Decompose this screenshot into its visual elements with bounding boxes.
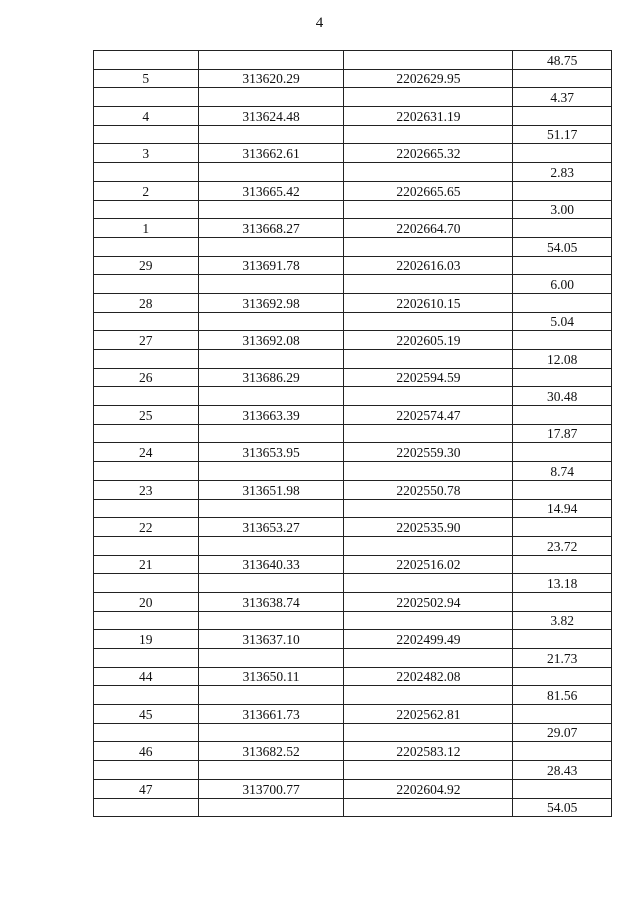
x-coordinate-cell: 313653.95 (198, 443, 344, 462)
point-number-cell: 45 (94, 705, 199, 724)
distance-row (94, 200, 612, 219)
point-number-cell: 5 (94, 69, 199, 88)
point-number-cell: 20 (94, 592, 199, 611)
empty-cell (94, 237, 199, 256)
empty-cell (513, 705, 612, 724)
distance-row (94, 499, 612, 518)
empty-cell (513, 331, 612, 350)
empty-cell (513, 256, 612, 275)
y-coordinate-cell: 2202583.12 (344, 742, 513, 761)
y-coordinate-cell: 2202616.03 (344, 256, 513, 275)
empty-cell (513, 219, 612, 238)
empty-cell (94, 462, 199, 481)
distance-row (94, 574, 612, 593)
distance-row (94, 424, 612, 443)
x-coordinate-cell: 313640.33 (198, 555, 344, 574)
x-coordinate-cell: 313691.78 (198, 256, 344, 275)
empty-cell (344, 163, 513, 182)
empty-cell (94, 574, 199, 593)
empty-cell (94, 88, 199, 107)
empty-cell (344, 387, 513, 406)
y-coordinate-cell: 2202482.08 (344, 667, 513, 686)
empty-cell (344, 574, 513, 593)
point-row (94, 630, 612, 649)
y-coordinate-cell: 2202665.65 (344, 181, 513, 200)
y-coordinate-cell: 2202574.47 (344, 406, 513, 425)
point-number-cell: 46 (94, 742, 199, 761)
distance-cell: 5.04 (513, 312, 612, 331)
distance-cell: 81.56 (513, 686, 612, 705)
empty-cell (513, 107, 612, 126)
empty-cell (198, 237, 344, 256)
distance-cell: 3.00 (513, 200, 612, 219)
point-number-cell: 23 (94, 480, 199, 499)
y-coordinate-cell: 2202629.95 (344, 69, 513, 88)
point-row (94, 443, 612, 462)
x-coordinate-cell: 313638.74 (198, 592, 344, 611)
empty-cell (198, 312, 344, 331)
distance-row (94, 88, 612, 107)
empty-cell (94, 312, 199, 331)
empty-cell (344, 536, 513, 555)
x-coordinate-cell: 313686.29 (198, 368, 344, 387)
x-coordinate-cell: 313662.61 (198, 144, 344, 163)
point-row (94, 406, 612, 425)
empty-cell (94, 611, 199, 630)
point-row (94, 480, 612, 499)
point-row (94, 592, 612, 611)
empty-cell (94, 350, 199, 369)
empty-cell (198, 51, 344, 70)
y-coordinate-cell: 2202502.94 (344, 592, 513, 611)
point-number-cell: 28 (94, 293, 199, 312)
y-coordinate-cell: 2202610.15 (344, 293, 513, 312)
y-coordinate-cell: 2202594.59 (344, 368, 513, 387)
empty-cell (344, 761, 513, 780)
point-row (94, 293, 612, 312)
empty-cell (94, 387, 199, 406)
point-number-cell: 19 (94, 630, 199, 649)
distance-cell: 48.75 (513, 51, 612, 70)
empty-cell (344, 88, 513, 107)
x-coordinate-cell: 313692.08 (198, 331, 344, 350)
empty-cell (513, 555, 612, 574)
empty-cell (94, 125, 199, 144)
empty-cell (198, 275, 344, 294)
distance-row (94, 125, 612, 144)
empty-cell (344, 275, 513, 294)
y-coordinate-cell: 2202631.19 (344, 107, 513, 126)
distance-cell: 29.07 (513, 723, 612, 742)
distance-row (94, 275, 612, 294)
point-row (94, 331, 612, 350)
distance-row (94, 798, 612, 817)
distance-row (94, 237, 612, 256)
distance-row (94, 312, 612, 331)
y-coordinate-cell: 2202604.92 (344, 779, 513, 798)
y-coordinate-cell: 2202499.49 (344, 630, 513, 649)
distance-cell: 30.48 (513, 387, 612, 406)
empty-cell (94, 798, 199, 817)
point-row (94, 219, 612, 238)
empty-cell (94, 163, 199, 182)
empty-cell (513, 779, 612, 798)
point-number-cell: 1 (94, 219, 199, 238)
empty-cell (94, 200, 199, 219)
distance-cell: 21.73 (513, 649, 612, 668)
empty-cell (94, 761, 199, 780)
y-coordinate-cell: 2202550.78 (344, 480, 513, 499)
distance-row (94, 387, 612, 406)
point-row (94, 742, 612, 761)
point-number-cell: 29 (94, 256, 199, 275)
x-coordinate-cell: 313650.11 (198, 667, 344, 686)
empty-cell (344, 237, 513, 256)
empty-cell (198, 536, 344, 555)
empty-cell (344, 723, 513, 742)
x-coordinate-cell: 313700.77 (198, 779, 344, 798)
empty-cell (198, 125, 344, 144)
empty-cell (94, 499, 199, 518)
x-coordinate-cell: 313663.39 (198, 406, 344, 425)
point-number-cell: 3 (94, 144, 199, 163)
point-row (94, 181, 612, 200)
distance-cell: 54.05 (513, 798, 612, 817)
distance-cell: 13.18 (513, 574, 612, 593)
empty-cell (198, 686, 344, 705)
distance-row (94, 611, 612, 630)
empty-cell (513, 742, 612, 761)
empty-cell (344, 312, 513, 331)
empty-cell (513, 630, 612, 649)
empty-cell (513, 368, 612, 387)
distance-cell: 3.82 (513, 611, 612, 630)
empty-cell (198, 387, 344, 406)
point-number-cell: 27 (94, 331, 199, 350)
coordinates-table (93, 50, 612, 817)
distance-row (94, 350, 612, 369)
distance-cell: 17.87 (513, 424, 612, 443)
point-row (94, 705, 612, 724)
y-coordinate-cell: 2202605.19 (344, 331, 513, 350)
distance-cell: 12.08 (513, 350, 612, 369)
x-coordinate-cell: 313682.52 (198, 742, 344, 761)
distance-cell: 54.05 (513, 237, 612, 256)
x-coordinate-cell: 313653.27 (198, 518, 344, 537)
distance-cell: 8.74 (513, 462, 612, 481)
y-coordinate-cell: 2202516.02 (344, 555, 513, 574)
empty-cell (513, 443, 612, 462)
point-row (94, 69, 612, 88)
x-coordinate-cell: 313665.42 (198, 181, 344, 200)
empty-cell (198, 424, 344, 443)
empty-cell (344, 125, 513, 144)
empty-cell (198, 350, 344, 369)
empty-cell (198, 574, 344, 593)
empty-cell (198, 163, 344, 182)
empty-cell (344, 686, 513, 705)
x-coordinate-cell: 313651.98 (198, 480, 344, 499)
empty-cell (94, 686, 199, 705)
x-coordinate-cell: 313692.98 (198, 293, 344, 312)
empty-cell (344, 424, 513, 443)
empty-cell (198, 798, 344, 817)
point-row (94, 667, 612, 686)
x-coordinate-cell: 313620.29 (198, 69, 344, 88)
empty-cell (513, 293, 612, 312)
point-number-cell: 22 (94, 518, 199, 537)
point-number-cell: 24 (94, 443, 199, 462)
empty-cell (513, 69, 612, 88)
empty-cell (198, 649, 344, 668)
point-number-cell: 47 (94, 779, 199, 798)
point-row (94, 368, 612, 387)
distance-row (94, 536, 612, 555)
x-coordinate-cell: 313668.27 (198, 219, 344, 238)
empty-cell (198, 499, 344, 518)
empty-cell (198, 200, 344, 219)
empty-cell (94, 424, 199, 443)
distance-row (94, 649, 612, 668)
empty-cell (344, 51, 513, 70)
empty-cell (198, 88, 344, 107)
page-number: 4 (315, 15, 324, 31)
empty-cell (344, 200, 513, 219)
point-number-cell: 26 (94, 368, 199, 387)
empty-cell (94, 51, 199, 70)
empty-cell (344, 499, 513, 518)
point-number-cell: 44 (94, 667, 199, 686)
point-number-cell: 25 (94, 406, 199, 425)
distance-row (94, 686, 612, 705)
distance-cell: 14.94 (513, 499, 612, 518)
y-coordinate-cell: 2202664.70 (344, 219, 513, 238)
point-row (94, 518, 612, 537)
empty-cell (94, 536, 199, 555)
x-coordinate-cell: 313624.48 (198, 107, 344, 126)
empty-cell (344, 649, 513, 668)
empty-cell (513, 667, 612, 686)
distance-cell: 4.37 (513, 88, 612, 107)
empty-cell (513, 406, 612, 425)
point-row (94, 107, 612, 126)
empty-cell (344, 350, 513, 369)
distance-cell: 23.72 (513, 536, 612, 555)
point-number-cell: 2 (94, 181, 199, 200)
x-coordinate-cell: 313637.10 (198, 630, 344, 649)
empty-cell (94, 649, 199, 668)
y-coordinate-cell: 2202562.81 (344, 705, 513, 724)
empty-cell (198, 462, 344, 481)
y-coordinate-cell: 2202559.30 (344, 443, 513, 462)
empty-cell (513, 144, 612, 163)
coordinates-table-body (94, 51, 612, 817)
y-coordinate-cell: 2202535.90 (344, 518, 513, 537)
distance-row (94, 163, 612, 182)
distance-cell: 28.43 (513, 761, 612, 780)
empty-cell (344, 611, 513, 630)
point-number-cell: 21 (94, 555, 199, 574)
empty-cell (513, 480, 612, 499)
point-row (94, 779, 612, 798)
distance-cell: 51.17 (513, 125, 612, 144)
empty-cell (198, 611, 344, 630)
point-row (94, 256, 612, 275)
empty-cell (513, 181, 612, 200)
distance-cell: 2.83 (513, 163, 612, 182)
empty-cell (513, 592, 612, 611)
x-coordinate-cell: 313661.73 (198, 705, 344, 724)
point-number-cell: 4 (94, 107, 199, 126)
empty-cell (344, 462, 513, 481)
empty-cell (94, 723, 199, 742)
empty-cell (198, 723, 344, 742)
distance-row (94, 761, 612, 780)
distance-cell: 6.00 (513, 275, 612, 294)
empty-cell (198, 761, 344, 780)
y-coordinate-cell: 2202665.32 (344, 144, 513, 163)
distance-row (94, 462, 612, 481)
point-row (94, 144, 612, 163)
point-row (94, 555, 612, 574)
empty-cell (94, 275, 199, 294)
distance-row (94, 723, 612, 742)
distance-row (94, 51, 612, 70)
empty-cell (344, 798, 513, 817)
empty-cell (513, 518, 612, 537)
